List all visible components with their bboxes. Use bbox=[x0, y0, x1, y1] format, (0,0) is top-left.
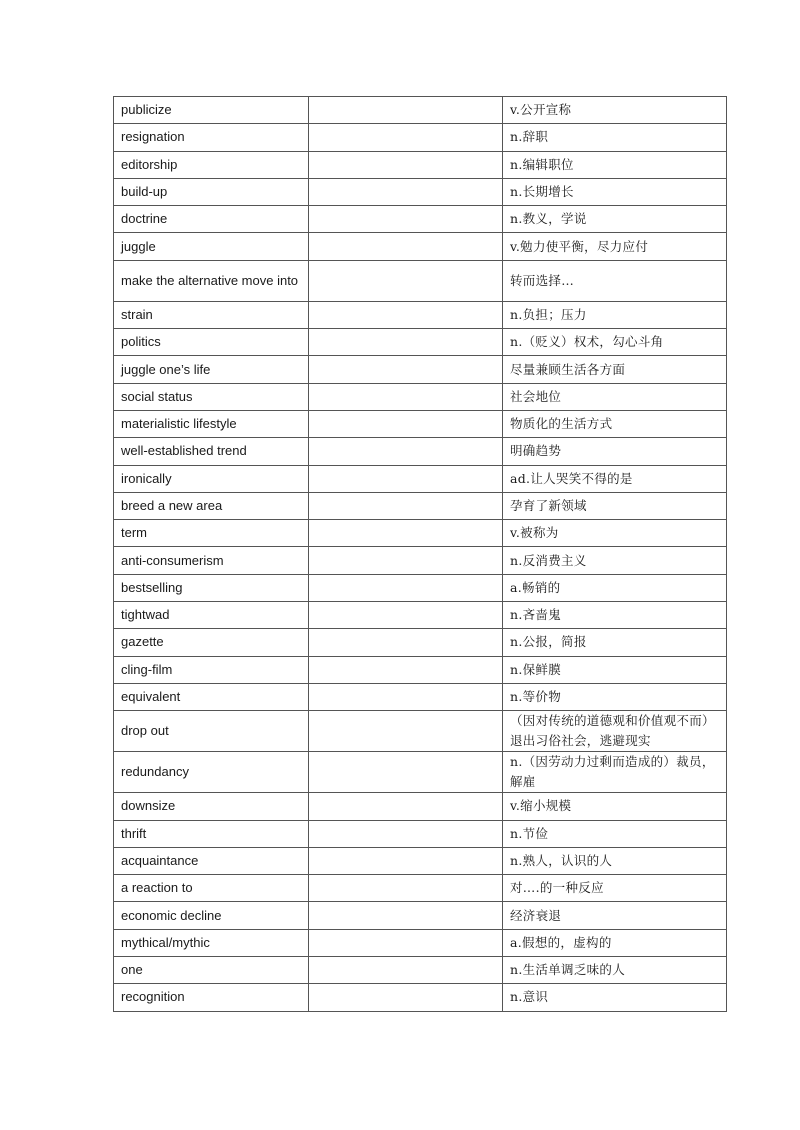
chinese-definition-cell: v.缩小规模 bbox=[503, 793, 727, 820]
table-row bbox=[114, 301, 727, 328]
table-row bbox=[114, 957, 727, 984]
english-term-cell: resignation bbox=[114, 124, 309, 151]
english-term-cell: tightwad bbox=[114, 602, 309, 629]
english-term-cell: strain bbox=[114, 301, 309, 328]
table-row bbox=[114, 547, 727, 574]
chinese-definition-cell: n.长期增长 bbox=[503, 178, 727, 205]
chinese-definition-cell: a.畅销的 bbox=[503, 574, 727, 601]
blank-cell bbox=[309, 356, 503, 383]
blank-cell bbox=[309, 178, 503, 205]
chinese-definition-cell: 社会地位 bbox=[503, 383, 727, 410]
table-row bbox=[114, 847, 727, 874]
english-term-cell: equivalent bbox=[114, 683, 309, 710]
blank-cell bbox=[309, 820, 503, 847]
table-row bbox=[114, 820, 727, 847]
blank-cell bbox=[309, 383, 503, 410]
chinese-definition-cell: n.保鲜膜 bbox=[503, 656, 727, 683]
blank-cell bbox=[309, 984, 503, 1011]
table-row bbox=[114, 793, 727, 820]
blank-cell bbox=[309, 260, 503, 301]
table-row bbox=[114, 260, 727, 301]
chinese-definition-cell: ad.让人哭笑不得的是 bbox=[503, 465, 727, 492]
blank-cell bbox=[309, 465, 503, 492]
english-term-cell: build-up bbox=[114, 178, 309, 205]
chinese-definition-cell: n.负担；压力 bbox=[503, 301, 727, 328]
blank-cell bbox=[309, 547, 503, 574]
chinese-definition-cell: n.熟人，认识的人 bbox=[503, 847, 727, 874]
chinese-definition-cell: 明确趋势 bbox=[503, 438, 727, 465]
english-term-cell: term bbox=[114, 520, 309, 547]
blank-cell bbox=[309, 151, 503, 178]
blank-cell bbox=[309, 683, 503, 710]
table-row bbox=[114, 233, 727, 260]
english-term-cell: ironically bbox=[114, 465, 309, 492]
english-term-cell: make the alternative move into bbox=[114, 260, 309, 301]
chinese-definition-cell: n.反消费主义 bbox=[503, 547, 727, 574]
vocabulary-table bbox=[113, 96, 727, 1012]
table-row bbox=[114, 929, 727, 956]
chinese-definition-cell: v.公开宣称 bbox=[503, 97, 727, 124]
blank-cell bbox=[309, 206, 503, 233]
blank-cell bbox=[309, 301, 503, 328]
english-term-cell: well-established trend bbox=[114, 438, 309, 465]
table-row bbox=[114, 206, 727, 233]
english-term-cell: politics bbox=[114, 329, 309, 356]
english-term-cell: mythical/mythic bbox=[114, 929, 309, 956]
english-term-cell: recognition bbox=[114, 984, 309, 1011]
chinese-definition-cell: 尽量兼顾生活各方面 bbox=[503, 356, 727, 383]
chinese-definition-cell: 物质化的生活方式 bbox=[503, 410, 727, 437]
table-row bbox=[114, 329, 727, 356]
table-row bbox=[114, 383, 727, 410]
blank-cell bbox=[309, 957, 503, 984]
english-term-cell: editorship bbox=[114, 151, 309, 178]
table-row bbox=[114, 752, 727, 793]
english-term-cell: one bbox=[114, 957, 309, 984]
english-term-cell: cling-film bbox=[114, 656, 309, 683]
blank-cell bbox=[309, 629, 503, 656]
chinese-definition-cell: n.生活单调乏味的人 bbox=[503, 957, 727, 984]
table-row bbox=[114, 902, 727, 929]
table-row bbox=[114, 574, 727, 601]
table-row bbox=[114, 356, 727, 383]
chinese-definition-cell: n.意识 bbox=[503, 984, 727, 1011]
blank-cell bbox=[309, 902, 503, 929]
blank-cell bbox=[309, 711, 503, 752]
table-row bbox=[114, 683, 727, 710]
english-term-cell: a reaction to bbox=[114, 875, 309, 902]
blank-cell bbox=[309, 492, 503, 519]
chinese-definition-cell: n.节俭 bbox=[503, 820, 727, 847]
table-row bbox=[114, 465, 727, 492]
chinese-definition-cell: a.假想的，虚构的 bbox=[503, 929, 727, 956]
english-term-cell: juggle bbox=[114, 233, 309, 260]
chinese-definition-cell: n.公报，简报 bbox=[503, 629, 727, 656]
chinese-definition-cell: v.被称为 bbox=[503, 520, 727, 547]
chinese-definition-cell: n.（贬义）权术，勾心斗角 bbox=[503, 329, 727, 356]
chinese-definition-cell: n.辞职 bbox=[503, 124, 727, 151]
english-term-cell: gazette bbox=[114, 629, 309, 656]
blank-cell bbox=[309, 438, 503, 465]
blank-cell bbox=[309, 847, 503, 874]
chinese-definition-cell: 孕育了新领域 bbox=[503, 492, 727, 519]
chinese-definition-cell: v.勉力使平衡，尽力应付 bbox=[503, 233, 727, 260]
table-row bbox=[114, 151, 727, 178]
table-row bbox=[114, 520, 727, 547]
table-row bbox=[114, 438, 727, 465]
table-row bbox=[114, 875, 727, 902]
chinese-definition-cell: 转而选择… bbox=[503, 260, 727, 301]
blank-cell bbox=[309, 602, 503, 629]
english-term-cell: breed a new area bbox=[114, 492, 309, 519]
table-row bbox=[114, 124, 727, 151]
chinese-definition-cell: 经济衰退 bbox=[503, 902, 727, 929]
blank-cell bbox=[309, 752, 503, 793]
blank-cell bbox=[309, 97, 503, 124]
chinese-definition-cell: （因对传统的道德观和价值观不而）退出习俗社会，逃避现实 bbox=[503, 711, 727, 752]
english-term-cell: redundancy bbox=[114, 752, 309, 793]
english-term-cell: juggle one’s life bbox=[114, 356, 309, 383]
blank-cell bbox=[309, 410, 503, 437]
blank-cell bbox=[309, 329, 503, 356]
table-row bbox=[114, 410, 727, 437]
chinese-definition-cell: n.编辑职位 bbox=[503, 151, 727, 178]
table-row bbox=[114, 97, 727, 124]
chinese-definition-cell: n.教义，学说 bbox=[503, 206, 727, 233]
blank-cell bbox=[309, 574, 503, 601]
table-row bbox=[114, 602, 727, 629]
english-term-cell: materialistic lifestyle bbox=[114, 410, 309, 437]
blank-cell bbox=[309, 520, 503, 547]
table-row bbox=[114, 656, 727, 683]
chinese-definition-cell: n.吝啬鬼 bbox=[503, 602, 727, 629]
blank-cell bbox=[309, 875, 503, 902]
blank-cell bbox=[309, 793, 503, 820]
chinese-definition-cell: 对….的一种反应 bbox=[503, 875, 727, 902]
english-term-cell: bestselling bbox=[114, 574, 309, 601]
english-term-cell: publicize bbox=[114, 97, 309, 124]
table-row bbox=[114, 492, 727, 519]
blank-cell bbox=[309, 929, 503, 956]
vocabulary-table-body bbox=[114, 97, 727, 1012]
english-term-cell: drop out bbox=[114, 711, 309, 752]
blank-cell bbox=[309, 124, 503, 151]
chinese-definition-cell: n.（因劳动力过剩而造成的）裁员，解雇 bbox=[503, 752, 727, 793]
table-row bbox=[114, 629, 727, 656]
table-row bbox=[114, 711, 727, 752]
english-term-cell: economic decline bbox=[114, 902, 309, 929]
english-term-cell: doctrine bbox=[114, 206, 309, 233]
blank-cell bbox=[309, 656, 503, 683]
english-term-cell: acquaintance bbox=[114, 847, 309, 874]
table-row bbox=[114, 984, 727, 1011]
table-row bbox=[114, 178, 727, 205]
english-term-cell: anti-consumerism bbox=[114, 547, 309, 574]
blank-cell bbox=[309, 233, 503, 260]
chinese-definition-cell: n.等价物 bbox=[503, 683, 727, 710]
english-term-cell: thrift bbox=[114, 820, 309, 847]
english-term-cell: downsize bbox=[114, 793, 309, 820]
english-term-cell: social status bbox=[114, 383, 309, 410]
